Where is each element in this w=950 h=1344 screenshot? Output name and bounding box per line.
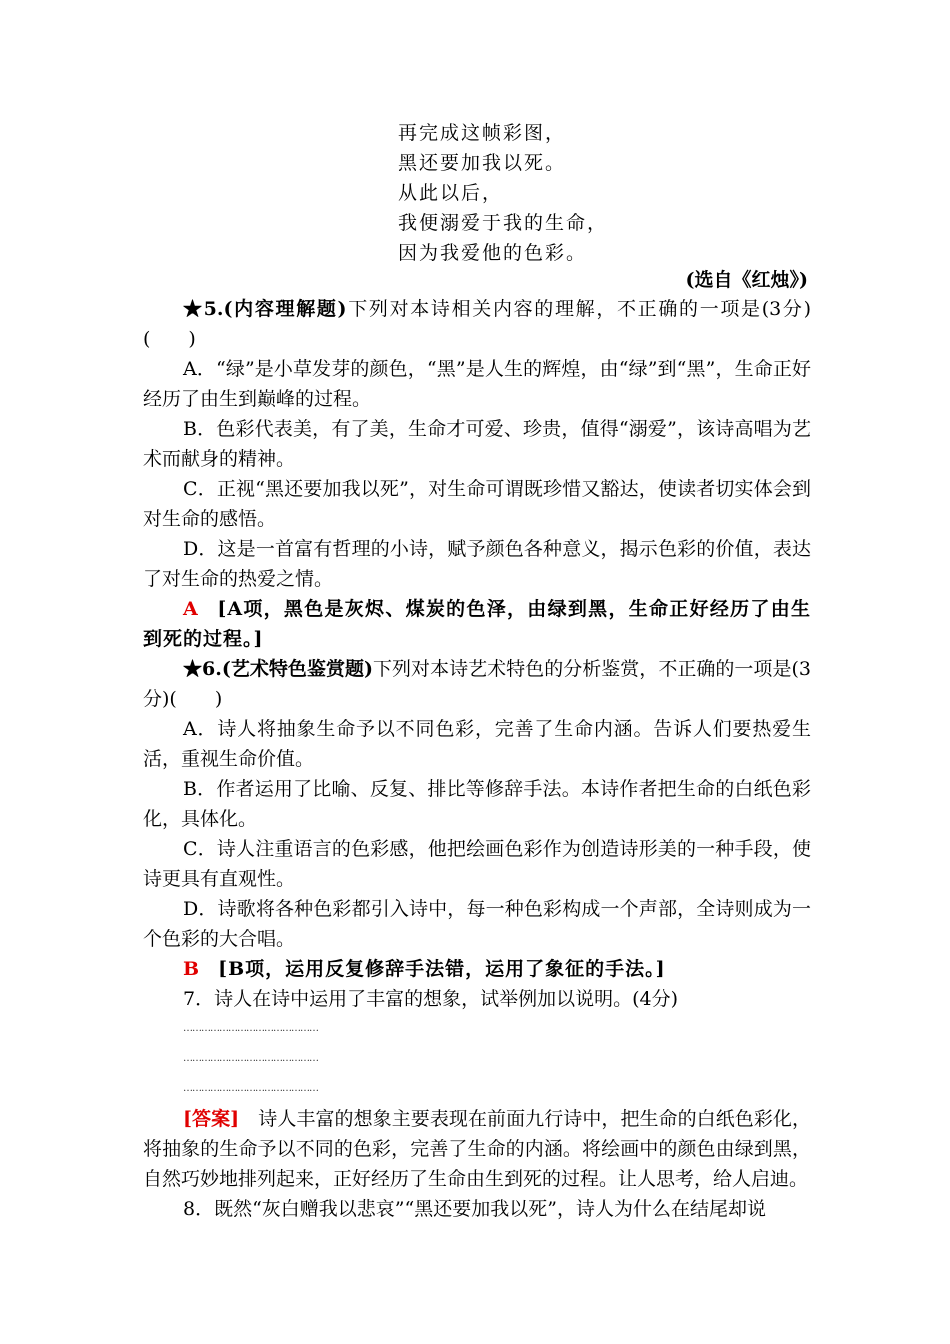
question-6-stem [143, 654, 811, 714]
poem-line: 再完成这帧彩图， [398, 122, 567, 144]
question-5-option-d: D．这是一首富有哲理的小诗，赋予颜色各种意义，揭示色彩的价值，表达了对生命的热爱之情。 [143, 538, 811, 590]
question-6-option-a: A．诗人将抽象生命予以不同色彩，完善了生命内涵。告诉人们要热爱生活，重视生命价值。 [143, 718, 811, 770]
poem-excerpt [398, 118, 798, 268]
question-7-answer [143, 1104, 811, 1194]
answer-explanation: 诗人丰富的想象主要表现在前面九行诗中，把生命的白纸色彩化，将抽象的生命予以不同的色彩，完善了生命的内涵。将绘画中的颜色由绿到黑，自然巧妙地排列起来，正好经历了生命由生到死的过程。让人思考，给人启迪。 [143, 1108, 811, 1190]
question-5-label: ★5.(内容理解题) [183, 298, 347, 320]
poem-source: (选自《红烛》) [685, 269, 808, 291]
answer-explanation: [B项，运用反复修辞手法错，运用了象征的手法。] [218, 958, 666, 980]
answer-explanation: [A项，黑色是灰烬、煤炭的色泽，由绿到黑，生命正好经历了由生到死的过程。] [143, 598, 811, 650]
question-7-stem: 7．诗人在诗中运用了丰富的想象，试举例加以说明。(4分) [183, 988, 679, 1010]
answer-blank-line[interactable]: ……………………………………… [183, 1053, 318, 1064]
poem-line: 因为我爱他的色彩。 [398, 242, 588, 264]
answer-blank-line[interactable]: ……………………………………… [183, 1083, 318, 1094]
answer-letter: B [183, 958, 200, 980]
answer-label: [答案] [183, 1108, 240, 1130]
question-6-label: ★6.(艺术特色鉴赏题) [183, 658, 373, 680]
question-8-stem: 8．既然“灰白赠我以悲哀”“黑还要加我以死”，诗人为什么在结尾却说 [183, 1198, 766, 1220]
question-5-option-b: B．色彩代表美，有了美，生命才可爱、珍贵，值得“溺爱”，该诗高唱为艺术而献身的精神。 [143, 418, 811, 470]
question-5-text: 下列对本诗相关内容的理解，不正确的一项是(3分)( ) [143, 298, 811, 350]
question-5-option-c: C．正视“黑还要加我以死”，对生命可谓既珍惜又豁达，使读者切实体会到对生命的感悟。 [143, 478, 811, 530]
question-6-text: 下列对本诗艺术特色的分析鉴赏，不正确的一项是(3分)( ) [143, 658, 811, 710]
question-6-option-d: D．诗歌将各种色彩都引入诗中，每一种色彩构成一个声部，全诗则成为一个色彩的大合唱。 [143, 898, 811, 950]
question-6-answer [143, 954, 811, 984]
poem-line: 从此以后， [398, 182, 504, 204]
questions-body [143, 294, 811, 1224]
question-5-stem [143, 294, 811, 354]
poem-line: 黑还要加我以死。 [398, 152, 567, 174]
question-5-answer [143, 594, 811, 654]
poem-line: 我便溺爱于我的生命， [398, 212, 609, 234]
answer-blank-line[interactable]: ……………………………………… [183, 1023, 318, 1034]
question-6-option-b: B．作者运用了比喻、反复、排比等修辞手法。本诗作者把生命的白纸色彩化，具体化。 [143, 778, 811, 830]
question-6-option-c: C．诗人注重语言的色彩感，他把绘画色彩作为创造诗形美的一种手段，使诗更具有直观性。 [143, 838, 811, 890]
answer-letter: A [183, 598, 198, 620]
question-5-option-a: A．“绿”是小草发芽的颜色，“黑”是人生的辉煌，由“绿”到“黑”，生命正好经历了由生到巅峰的过程。 [143, 358, 811, 410]
